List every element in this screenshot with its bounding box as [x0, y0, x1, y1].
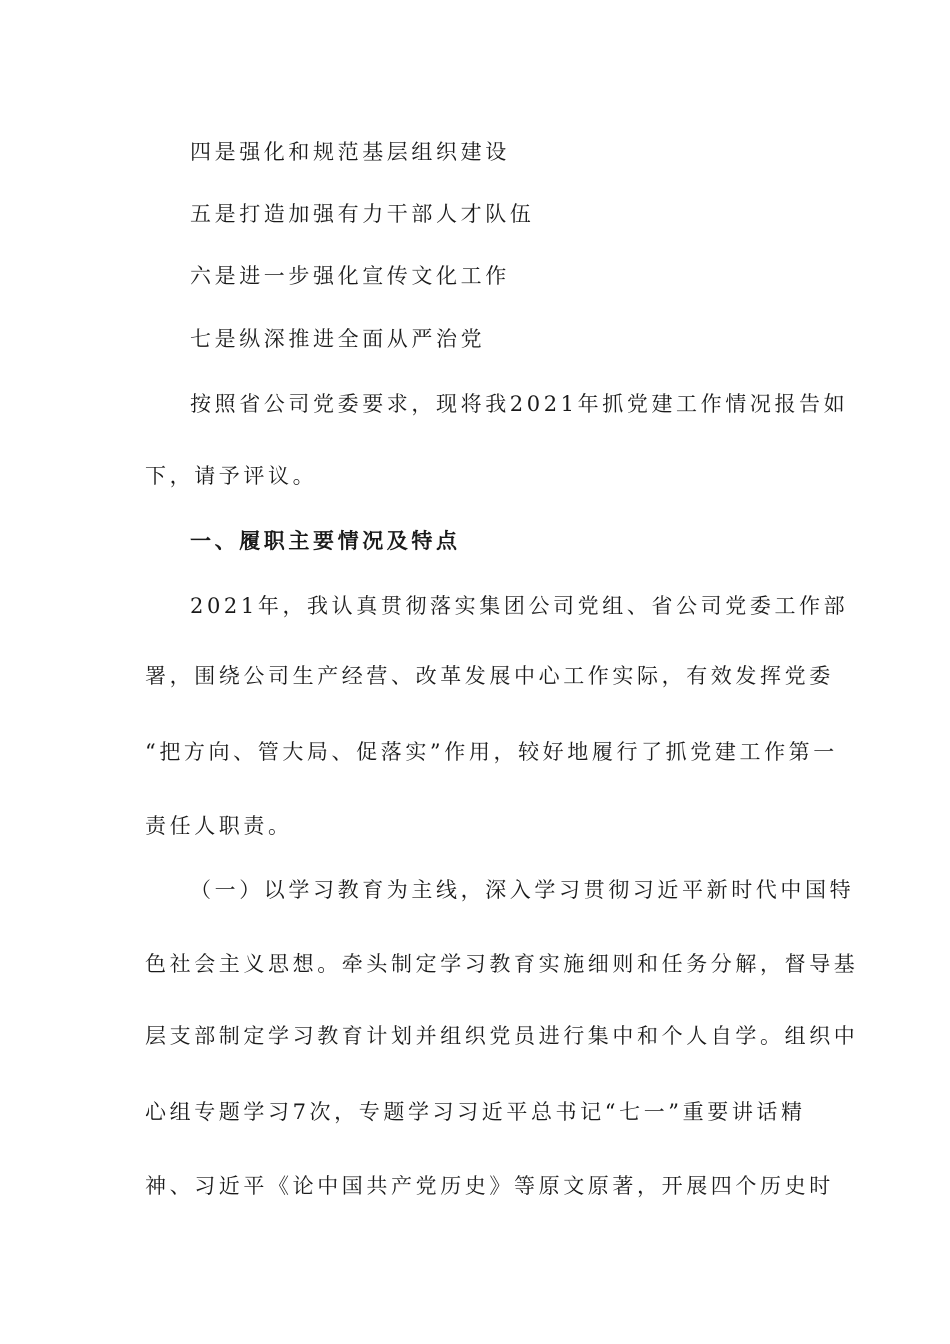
list-item-4: 四是强化和规范基层组织建设: [190, 140, 510, 164]
subsection-line: （一）以学习教育为主线，深入学习贯彻习近平新时代中国特: [190, 878, 855, 902]
paragraph-line: 责任人职责。: [145, 814, 293, 838]
paragraph-line: 层支部制定学习教育计划并组织党员进行集中和个人自学。组织中: [145, 1024, 859, 1048]
list-item-6: 六是进一步强化宣传文化工作: [190, 264, 510, 288]
paragraph-line: 神、习近平《论中国共产党历史》等原文原著，开展四个历史时: [145, 1174, 834, 1198]
paragraph-line: 色社会主义思想。牵头制定学习教育实施细则和任务分解，督导基: [145, 952, 859, 976]
list-item-7: 七是纵深推进全面从严治党: [190, 327, 486, 351]
paragraph-line: 按照省公司党委要求，现将我2021年抓党建工作情况报告如: [190, 392, 849, 416]
paragraph-line: 2021年，我认真贯彻落实集团公司党组、省公司党委工作部: [190, 594, 849, 618]
paragraph-line: “把方向、管大局、促落实”作用，较好地履行了抓党建工作第一: [145, 740, 838, 764]
paragraph-line: 下，请予评议。: [145, 464, 318, 488]
paragraph-line: 署，围绕公司生产经营、改革发展中心工作实际，有效发挥党委: [145, 664, 834, 688]
section-heading: 一、履职主要情况及特点: [190, 528, 461, 553]
paragraph-line: 心组专题学习7次，专题学习习近平总书记“七一”重要讲话精: [145, 1100, 806, 1124]
list-item-5: 五是打造加强有力干部人才队伍: [190, 202, 535, 226]
